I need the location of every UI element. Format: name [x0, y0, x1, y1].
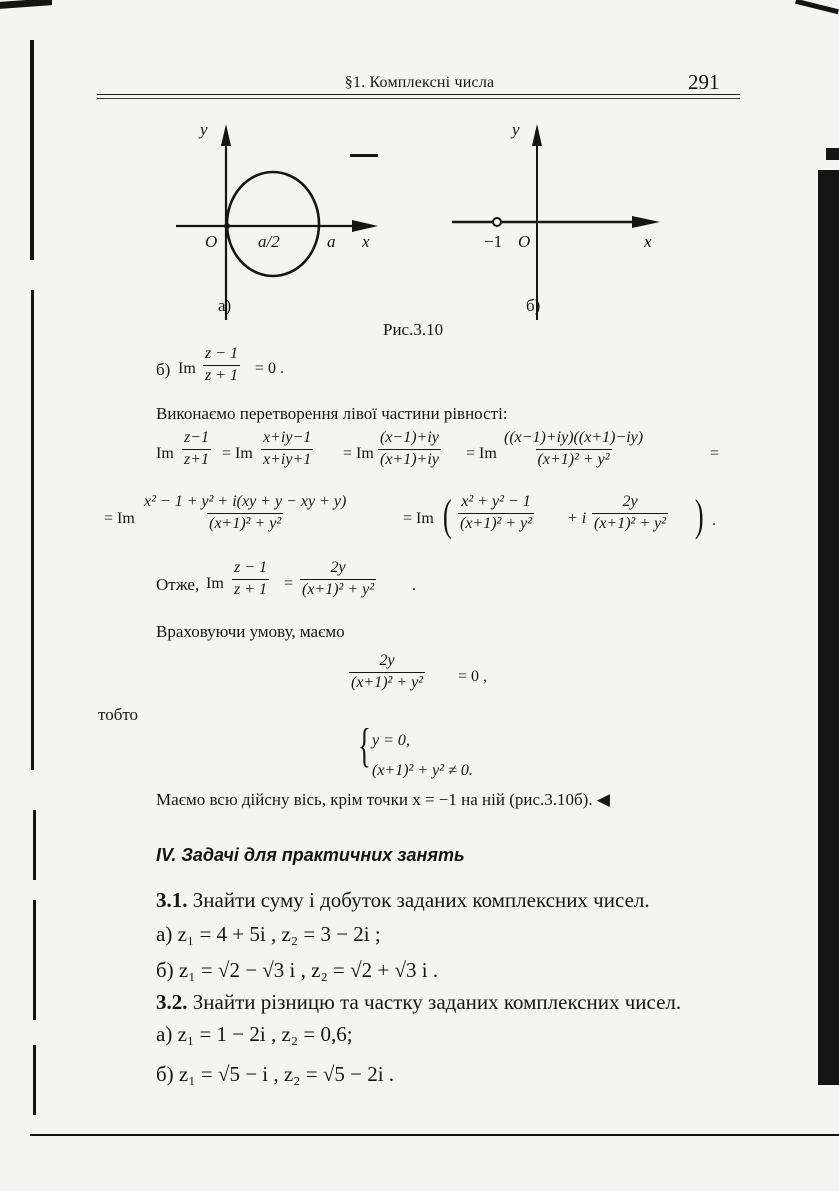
conclusion-text: Маємо всю дійсну вісь, крім точки x = −1 на ній (рис.3.10б). ◀	[156, 790, 610, 809]
right-y-label: y	[512, 120, 520, 139]
figure-right-plot	[452, 124, 660, 320]
right-caption: б)	[526, 296, 541, 315]
line2-eq: = Im	[403, 510, 434, 527]
line2-frac2-den: (x+1)² + y²	[460, 514, 533, 532]
problem-3-2-a: а) z₁ = 1 − 2i , z₂ = 0,6;	[156, 1022, 353, 1046]
that-is-text: тобто	[98, 705, 139, 724]
problem-3-2-b: б) z₁ = √5 − i , z₂ = √5 − 2i .	[156, 1062, 395, 1086]
line1-frac1-num: z−1	[184, 429, 210, 446]
line1-eq1: = Im	[222, 445, 253, 462]
line1-im: Im	[156, 445, 174, 462]
line1-frac3	[378, 430, 441, 469]
scan-edge-bottom	[30, 1134, 839, 1136]
line2-frac1	[142, 494, 348, 533]
problem-3-1	[156, 888, 650, 913]
line1-frac3-den: (x+1)+iy	[380, 450, 439, 468]
line1-frac2	[261, 430, 313, 469]
line1-frac4	[502, 430, 645, 469]
condition-den: (x+1)² + y²	[351, 673, 424, 691]
left-y-arrow	[221, 124, 231, 146]
therefore-eq: =	[284, 575, 294, 592]
therefore-im: Im	[206, 575, 224, 592]
right-origin-label: O	[518, 232, 531, 251]
intro-fraction-numerator: z − 1	[205, 345, 239, 362]
left-y-label: y	[200, 120, 208, 139]
system-brace: {	[358, 719, 371, 772]
problem-3-1-b: б) z₁ = √2 − √3 i , z₂ = √2 + √3 i .	[156, 958, 439, 982]
left-a-label: a	[327, 232, 336, 251]
line1-tail: =	[710, 445, 720, 462]
problem-3-1-a: а) z₁ = 4 + 5i , z₂ = 3 − 2i ;	[156, 922, 381, 946]
therefore-tail: .	[412, 577, 416, 594]
therefore-label: Отже,	[156, 575, 200, 594]
line1-eq2: = Im	[343, 445, 374, 462]
therefore-rhs-den: (x+1)² + y²	[302, 580, 375, 598]
line2-tail: .	[712, 512, 716, 529]
scan-edge-left-3	[33, 810, 36, 880]
line2-left-paren: (	[442, 491, 452, 540]
line2-frac2-num: x² + y² − 1	[461, 493, 531, 510]
right-minus-one-label: −1	[484, 232, 503, 251]
intro-rhs: = 0 .	[255, 360, 285, 377]
therefore-num: z − 1	[234, 559, 268, 576]
problem-3-1-number: 3.1.	[156, 888, 188, 912]
line2-frac3	[592, 494, 668, 533]
line1-frac4-num: ((x−1)+iy)((x+1)−iy)	[504, 429, 644, 446]
system-line-1: y = 0,	[372, 732, 410, 749]
condition-text: Враховуючи умову, маємо	[156, 622, 345, 641]
intro-im: Im	[178, 360, 196, 377]
scan-edge-top-right	[795, 0, 839, 14]
right-x-arrow	[632, 216, 660, 228]
scan-edge-left-5	[33, 1045, 36, 1115]
line1-frac4-den: (x+1)² + y²	[537, 450, 610, 468]
header-rule-double	[97, 98, 740, 99]
system-line-2: (x+1)² + y² ≠ 0.	[372, 762, 473, 779]
scan-edge-top-left	[0, 0, 52, 9]
line1-frac2-num: x+iy−1	[263, 429, 312, 446]
line1-frac1-den: z+1	[184, 450, 210, 468]
intro-label: б)	[156, 360, 171, 379]
circle-curve	[227, 172, 319, 276]
line1-eq3: = Im	[466, 445, 497, 462]
line1-frac1	[182, 430, 211, 469]
scan-edge-left-4	[33, 900, 36, 1020]
figure-left-plot	[176, 124, 378, 320]
problem-3-2-number: 3.2.	[156, 990, 188, 1014]
line2-frac1-den: (x+1)² + y²	[209, 514, 282, 532]
running-header-title: §1. Комплексні числа	[344, 74, 495, 91]
line1-frac3-num: (x−1)+iy	[380, 429, 439, 446]
transform-text: Виконаємо перетворення лівої частини рівності:	[156, 404, 508, 423]
line2-plus-i: + i	[567, 510, 587, 527]
line2-lead: = Im	[104, 510, 135, 527]
line2-frac3-den: (x+1)² + y²	[594, 514, 667, 532]
problem-3-2-text: Знайти різницю та частку заданих комплексних чисел.	[192, 990, 682, 1014]
header-rule	[97, 94, 740, 95]
line2-right-paren: )	[694, 491, 704, 540]
therefore-fraction	[232, 560, 269, 599]
section-title: IV. Задачі для практичних занять	[156, 845, 465, 865]
problem-3-2	[156, 990, 681, 1015]
intro-fraction	[203, 346, 240, 385]
line2-frac2	[458, 494, 534, 533]
problem-3-1-text: Знайти суму і добуток заданих комплексних чисел.	[192, 888, 650, 912]
excluded-point	[493, 218, 501, 226]
right-x-label: x	[644, 232, 652, 251]
page-number: 291	[688, 70, 720, 94]
therefore-rhs	[300, 560, 376, 599]
left-caption: а)	[218, 296, 232, 315]
left-x-arrow	[352, 220, 378, 232]
left-origin-dot	[224, 223, 230, 229]
therefore-den: z + 1	[234, 580, 268, 598]
intro-fraction-denominator: z + 1	[205, 366, 239, 384]
figure-caption: Рис.3.10	[383, 320, 444, 339]
left-x-label: x	[362, 232, 370, 251]
scan-edge-left-2	[31, 290, 34, 770]
figure-3-10	[0, 110, 839, 340]
condition-num: 2y	[379, 652, 395, 669]
left-half-a-label: a/2	[258, 232, 280, 251]
right-y-arrow	[532, 124, 542, 146]
left-origin-label: O	[205, 232, 218, 251]
line2-frac1-num: x² − 1 + y² + i(xy + y − xy + y)	[144, 493, 347, 510]
condition-tail: = 0 ,	[458, 668, 488, 685]
therefore-rhs-num: 2y	[330, 559, 346, 576]
condition-fraction	[349, 653, 425, 692]
line1-frac2-den: x+iy+1	[263, 450, 312, 468]
line2-frac3-num: 2y	[622, 493, 638, 510]
